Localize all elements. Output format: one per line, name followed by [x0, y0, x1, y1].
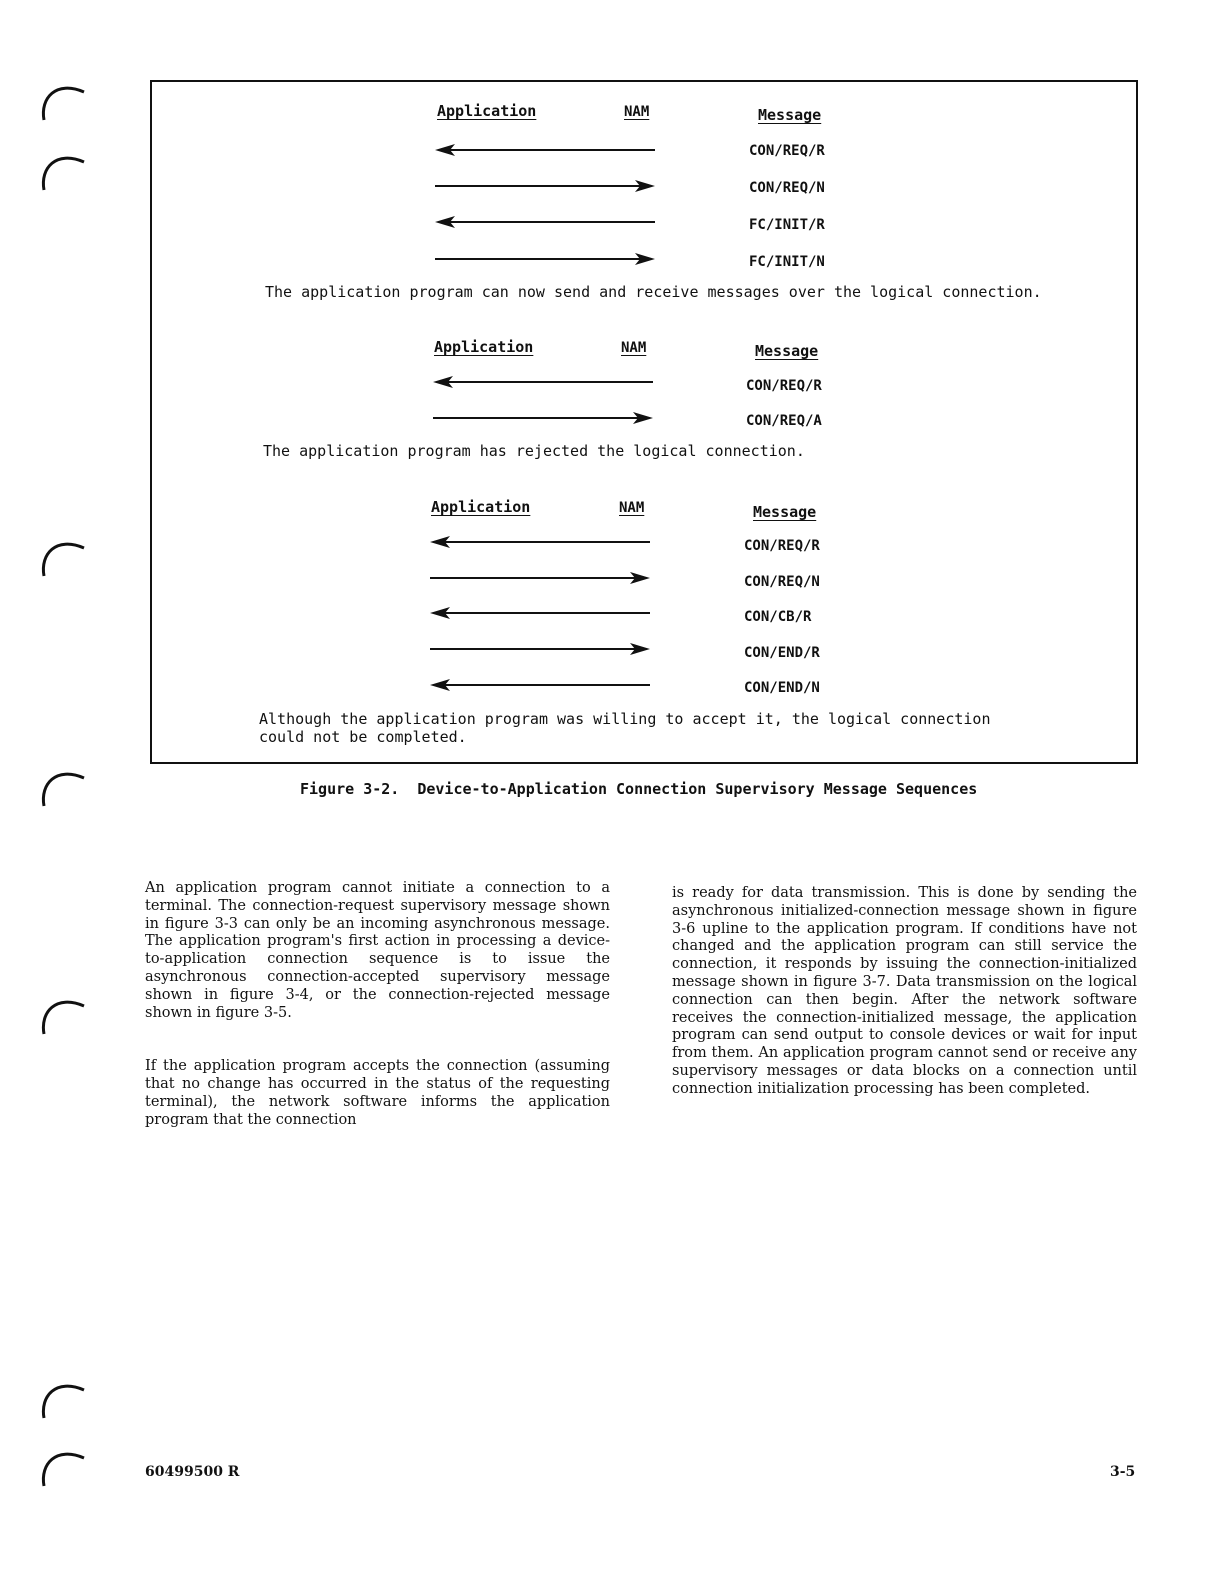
- message-header: Message: [755, 342, 819, 360]
- binder-hole-icon: [34, 530, 86, 582]
- figure-number: Figure 3-2.: [300, 780, 400, 798]
- arrow-left-icon: [430, 535, 650, 549]
- arrow-right-icon: [435, 179, 655, 193]
- message-label: FC/INIT/N: [749, 254, 825, 270]
- arrow-left-icon: [435, 215, 655, 229]
- binder-hole-icon: [34, 144, 86, 196]
- nam-header: NAM: [624, 104, 650, 120]
- arrow-right-icon: [435, 252, 655, 266]
- sequence-note: The application program can now send and receive messages over the logical connection.: [265, 283, 1042, 301]
- binder-hole-icon: [34, 1372, 86, 1424]
- paragraph: is ready for data transmission. This is done by sending the asynchronous initialized-connection message shown in figure 3-6 upline to the application program. If conditions have not changed and the application program can still service the connection, it responds by issuing the connection-initialized message shown in figure 3-7. Data transmission on the logical connection can then begin. After the network software receives the connection-initialized message, the application program can send output to console devices or wait for input from them. An application program cannot send or receive any supervisory messages or data blocks on a connection until connection initialization processing has been completed.: [672, 885, 1137, 1097]
- right-column: [672, 885, 1137, 1099]
- arrow-left-icon: [430, 678, 650, 692]
- binder-hole-icon: [34, 988, 86, 1040]
- arrow-right-icon: [433, 411, 653, 425]
- message-header: Message: [753, 503, 817, 521]
- paragraph: If the application program accepts the connection (assuming that no change has occurred in the status of the requesting terminal), the network software informs the application program that the connection: [145, 1058, 610, 1128]
- document-number: 60499500 R: [145, 1464, 240, 1480]
- figure-box: [150, 80, 1138, 764]
- message-label: CON/REQ/N: [749, 180, 825, 196]
- nam-header: NAM: [621, 340, 647, 356]
- sequence-note-line-1: Although the application program was willing to accept it, the logical connection: [259, 710, 991, 728]
- nam-header: NAM: [619, 500, 645, 516]
- left-column: [145, 880, 610, 1130]
- message-label: CON/END/R: [744, 645, 820, 661]
- arrow-left-icon: [433, 375, 653, 389]
- message-label: CON/END/N: [744, 680, 820, 696]
- message-label: CON/REQ/A: [746, 413, 822, 429]
- application-header: Application: [434, 338, 534, 356]
- message-header: Message: [758, 106, 822, 124]
- application-header: Application: [431, 498, 531, 516]
- arrow-right-icon: [430, 571, 650, 585]
- arrow-left-icon: [430, 606, 650, 620]
- binder-hole-icon: [34, 1440, 86, 1492]
- arrow-left-icon: [435, 143, 655, 157]
- message-label: CON/REQ/R: [746, 378, 822, 394]
- paragraph: An application program cannot initiate a connection to a terminal. The connection-request supervisory message shown in figure 3-3 can only be an incoming asynchronous message. The application program's first action in processing a device-to-application connection sequence is to issue the asynchronous connection-accepted supervisory message shown in figure 3-4, or the connection-rejected message shown in figure 3-5.: [145, 880, 610, 1021]
- figure-title: Device-to-Application Connection Supervisory Message Sequences: [417, 780, 978, 798]
- message-label: CON/REQ/R: [749, 143, 825, 159]
- message-label: CON/REQ/R: [744, 538, 820, 554]
- application-header: Application: [437, 102, 537, 120]
- binder-hole-icon: [34, 74, 86, 126]
- figure-caption: [300, 780, 977, 798]
- sequence-note-line-2: could not be completed.: [259, 728, 467, 746]
- message-label: CON/CB/R: [744, 609, 812, 625]
- arrow-right-icon: [430, 642, 650, 656]
- sequence-note: The application program has rejected the logical connection.: [263, 442, 805, 460]
- message-label: CON/REQ/N: [744, 574, 820, 590]
- message-label: FC/INIT/R: [749, 217, 825, 233]
- page-number: 3-5: [1110, 1464, 1136, 1480]
- binder-hole-icon: [34, 760, 86, 812]
